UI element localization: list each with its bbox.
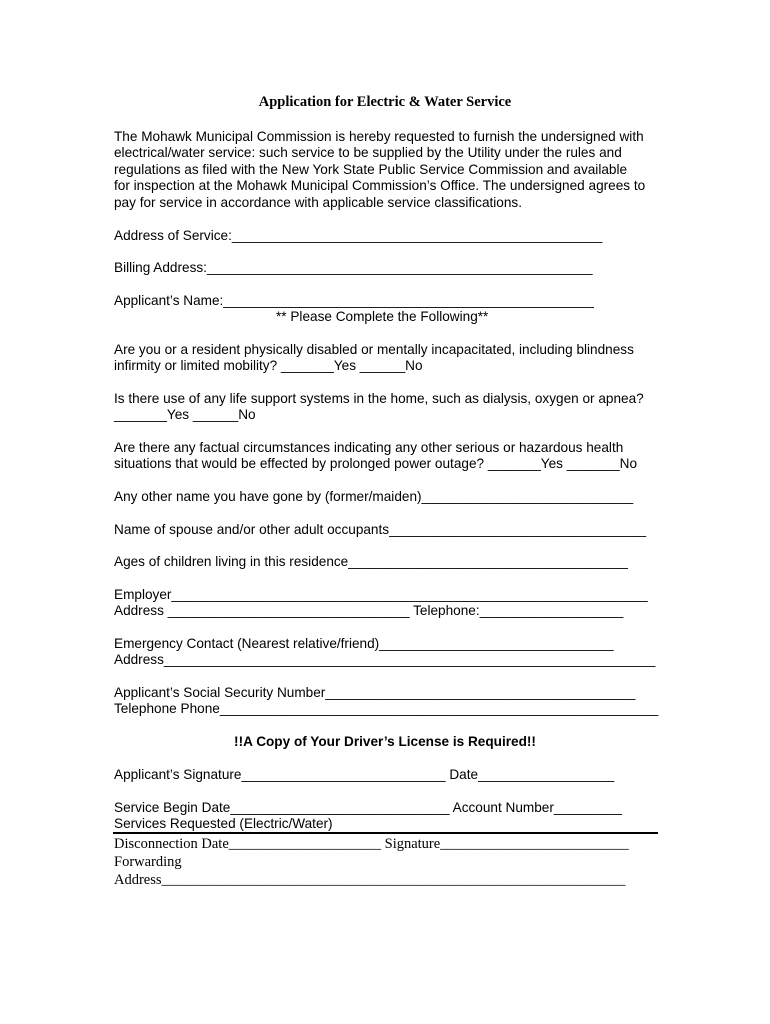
ssn-field[interactable]: Applicant’s Social Security Number_________________________________________ — [114, 685, 636, 700]
other-name-field[interactable]: Any other name you have gone by (former/maiden)____________________________ — [114, 489, 634, 504]
forwarding-address-field[interactable]: Address________________________________________________________________ — [114, 872, 626, 888]
license-note: !!A Copy of Your Driver’s License is Required!! — [234, 734, 536, 749]
children-ages-field[interactable]: Ages of children living in this residence_____________________________________ — [114, 554, 628, 569]
employer-address-field[interactable]: Address ________________________________ Telephone:___________________ — [114, 603, 624, 618]
disabled-question-line-2[interactable]: infirmity or limited mobility? _______Yes ______No — [114, 358, 423, 373]
applicant-name-field[interactable]: Applicant’s Name:_________________________________________________ — [114, 293, 594, 308]
life-support-question-line-2[interactable]: _______Yes ______No — [114, 407, 256, 422]
telephone-phone-field[interactable]: Telephone Phone__________________________________________________________ — [114, 701, 659, 716]
billing-address-field[interactable]: Billing Address:___________________________________________________ — [114, 260, 593, 275]
services-requested-label: Services Requested (Electric/Water) — [114, 816, 333, 831]
employer-field[interactable]: Employer_______________________________________________________________ — [114, 587, 648, 602]
emergency-contact-field[interactable]: Emergency Contact (Nearest relative/friend)_______________________________ — [114, 636, 614, 651]
intro-line-3: regulations as filed with the New York State Public Service Commission and available — [114, 162, 628, 177]
intro-line-4: for inspection at the Mohawk Municipal Commission’s Office. The undersigned agrees to — [114, 178, 646, 193]
spouse-field[interactable]: Name of spouse and/or other adult occupants__________________________________ — [114, 522, 647, 537]
service-address-field[interactable]: Address of Service:_________________________________________________ — [114, 228, 603, 243]
service-begin-field[interactable]: Service Begin Date_____________________________ Account Number_________ — [114, 800, 622, 815]
disabled-question-line-1: Are you or a resident physically disabled or mentally incapacitated, including blindness — [114, 342, 634, 357]
forwarding-label: Forwarding — [114, 854, 182, 870]
disconnection-field[interactable]: Disconnection Date_____________________ Signature__________________________ — [114, 836, 629, 852]
life-support-question-line-1: Is there use of any life support systems in the home, such as dialysis, oxygen or apnea? — [114, 391, 644, 406]
intro-line-2: electrical/water service: such service to be supplied by the Utility under the rules and — [114, 145, 622, 160]
form-title: Application for Electric & Water Service — [258, 94, 512, 110]
hazard-question-line-1: Are there any factual circumstances indicating any other serious or hazardous health — [114, 440, 624, 455]
signature-date-field[interactable]: Applicant’s Signature___________________________ Date__________________ — [114, 767, 615, 782]
office-use-divider — [113, 832, 658, 834]
intro-line-1: The Mohawk Municipal Commission is hereby requested to furnish the undersigned with — [114, 129, 644, 144]
hazard-question-line-2[interactable]: situations that would be effected by prolonged power outage? _______Yes _______No — [114, 456, 638, 471]
complete-note: ** Please Complete the Following** — [276, 309, 489, 324]
emergency-address-field[interactable]: Address_________________________________________________________________ — [114, 652, 656, 667]
intro-line-5: pay for service in accordance with applicable service classifications. — [114, 195, 522, 210]
